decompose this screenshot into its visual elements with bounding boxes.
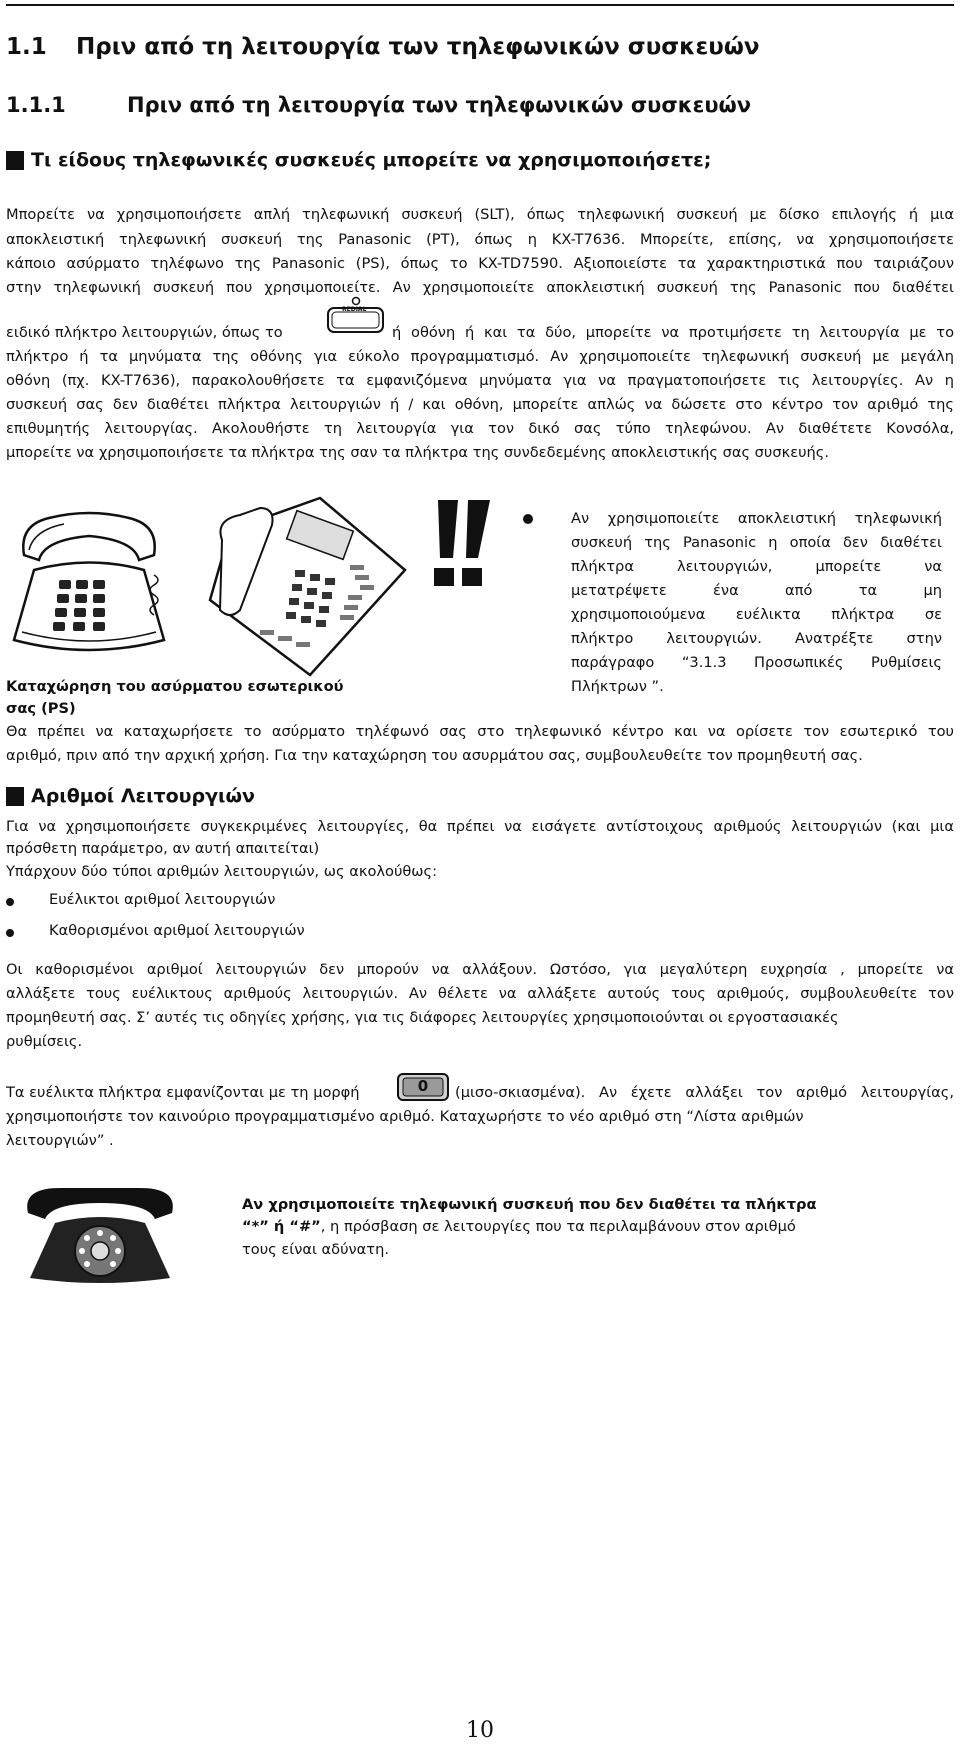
section-title-feature-numbers: Αριθμοί Λειτουργιών [6, 785, 255, 807]
paragraph-line: αλλάξετε τους ευέλικτους αριθμούς λειτουργιών. Αν θέλετε να αλλάξετε αυτούς τους αριθμούς, συμβουλευθείτε τον [6, 985, 954, 1002]
paragraph-line: συσκευή σας δεν διαθέτει πλήκτρα λειτουργιών ή / και οθόνη, μπορείτε απλώς να δώσετε στο κέντρο τον αριθμό της [6, 396, 954, 413]
note-bullet [523, 514, 533, 524]
header-rule [6, 4, 954, 6]
paragraph-line: χρησιμοποιήστε τον καινούριο προγραμματισμένο αριθμό. Καταχωρήστε το νέο αριθμό στη “Λίστα αριθμών [6, 1108, 804, 1125]
paragraph-line: οθόνη (πχ. KX-T7636), παρακολουθήσετε τα εμφανιζόμενα μηνύματα για να πραγματοποιήσετε τις λειτουργίες. Αν η [6, 372, 954, 389]
paragraph-line: ρυθμίσεις. [6, 1033, 83, 1050]
paragraph-line: επιθυμητής λειτουργίας. Ακολουθήστε τη λειτουργία για τον δικό σας τύπο τηλεφώνου. Αν διαθέτετε Κονσόλα, [6, 420, 954, 437]
section-title-phone-types: Τι είδους τηλεφωνικές συσκευές μπορείτε να χρησιμοποιήσετε; [6, 149, 711, 171]
paragraph-line: Τα ευέλικτα πλήκτρα εμφανίζονται με τη μορφή [6, 1084, 360, 1101]
heading-1-1-1: 1.1.1 Πριν από τη λειτουργία των τηλεφωνικών συσκευών [6, 93, 752, 117]
paragraph-line: στην τηλεφωνική συσκευή που χρησιμοποιείτε. Αν χρησιμοποιείτε αποκλειστική συσκευή της Panasonic που διαθέτει [6, 279, 954, 296]
paragraph-line: αποκλειστική τηλεφωνική συσκευή της Panasonic (PT), όπως η KX-T7636. Μπορείτε, επίσης, να χρησιμοποιήσετε [6, 231, 954, 248]
section-marker [6, 787, 24, 806]
redial-key-icon [327, 296, 385, 334]
paragraph-line: Μπορείτε να χρησιμοποιήσετε απλή τηλεφωνική συσκευή (SLT), όπως τηλεφωνική συσκευή με δίσκο επιλογής ή μια [6, 206, 954, 223]
exclamation-icon [428, 498, 498, 590]
flexible-key-label: 0 [417, 1077, 429, 1095]
desk-phone-icon [4, 500, 174, 665]
bullet-dot [6, 929, 14, 937]
paragraph-line: Για να χρησιμοποιήσετε συγκεκριμένες λειτουργίες, θα πρέπει να εισάγετε αντίστοιχους αριθμούς λειτουργιών (και μια [6, 818, 954, 835]
registration-title: σας (PS) [6, 700, 76, 717]
paragraph-line: ειδικό πλήκτρο λειτουργιών, όπως το [6, 324, 283, 341]
paragraph-line: κάποιο ασύρματο τηλέφωνο της Panasonic (PS), όπως το KX-TD7590. Αξιοποιείστε τα χαρακτηριστικά που ταιριάζουν [6, 255, 954, 272]
rotary-note-line: τους είναι αδύνατη. [242, 1241, 389, 1258]
rotary-note-line: “*” ή “#”, η πρόσβαση σε λειτουργίες που τα περιλαμβάνουν στον αριθμό [242, 1218, 796, 1235]
paragraph-line: αριθμό, πριν από την αρχική χρήση. Για την καταχώρηση του ασυρμάτου σας, συμβουλευθείτε τον προμηθευτή σας. [6, 747, 863, 764]
paragraph-line: (μισο-σκιασμένα). Αν έχετε αλλάξει τον αριθμό λειτουργίας, [455, 1084, 954, 1101]
section-marker [6, 151, 24, 170]
paragraph-line: πλήκτρο ή τα μηνύματα της οθόνης για εύκολο προγραμματισμό. Αν χρησιμοποιείτε τηλεφωνική συσκευή με μεγάλη [6, 348, 954, 365]
paragraph-line: πρόσθετη παράμετρο, αν αυτή απαιτείται) [6, 840, 320, 857]
system-phone-icon [200, 490, 410, 680]
redial-key-label: REDIAL [342, 306, 367, 313]
page-number: 10 [466, 1718, 494, 1743]
registration-title: Καταχώρηση του ασύρματου εσωτερικού [6, 678, 344, 695]
paragraph-line: λειτουργιών” . [6, 1132, 114, 1149]
paragraph-line: μπορείτε να χρησιμοποιήσετε τα πλήκτρα της σαν τα πλήκτρα της συνδεδεμένης αποκλειστικής σας συσκευής. [6, 444, 829, 461]
heading-1-1: 1.1 Πριν από τη λειτουργία των τηλεφωνικών συσκευών [6, 34, 760, 60]
list-item: Ευέλικτοι αριθμοί λειτουργιών [6, 891, 506, 913]
paragraph-line: προμηθευτή σας. Σ’ αυτές τις οδηγίες χρήσης, για τις διάφορες λειτουργίες χρησιμοποιούνται οι εργοστασιακές [6, 1009, 839, 1026]
paragraph-line: Οι καθορισμένοι αριθμοί λειτουργιών δεν μπορούν να αλλάξουν. Ωστόσο, για μεγαλύτερη ευχρησία , μπορείτε να [6, 961, 954, 978]
rotary-phone-icon [20, 1183, 180, 1288]
list-item: Καθορισμένοι αριθμοί λειτουργιών [6, 922, 506, 944]
rotary-note-title: Αν χρησιμοποιείτε τηλεφωνική συσκευή που δεν διαθέτει τα πλήκτρα [242, 1196, 817, 1213]
flexible-key-icon [397, 1073, 449, 1101]
paragraph-line: ή οθόνη ή και τα δύο, μπορείτε να προτιμήσετε τη λειτουργία με το [392, 324, 954, 341]
bullet-dot [6, 898, 14, 906]
paragraph-line: Υπάρχουν δύο τύποι αριθμών λειτουργιών, ως ακολούθως: [6, 863, 438, 880]
paragraph-line: Θα πρέπει να καταχωρήσετε το ασύρματο τηλέφωνό σας στο τηλεφωνικό κέντρο και να ορίσετε τον εσωτερικό του [6, 723, 954, 740]
